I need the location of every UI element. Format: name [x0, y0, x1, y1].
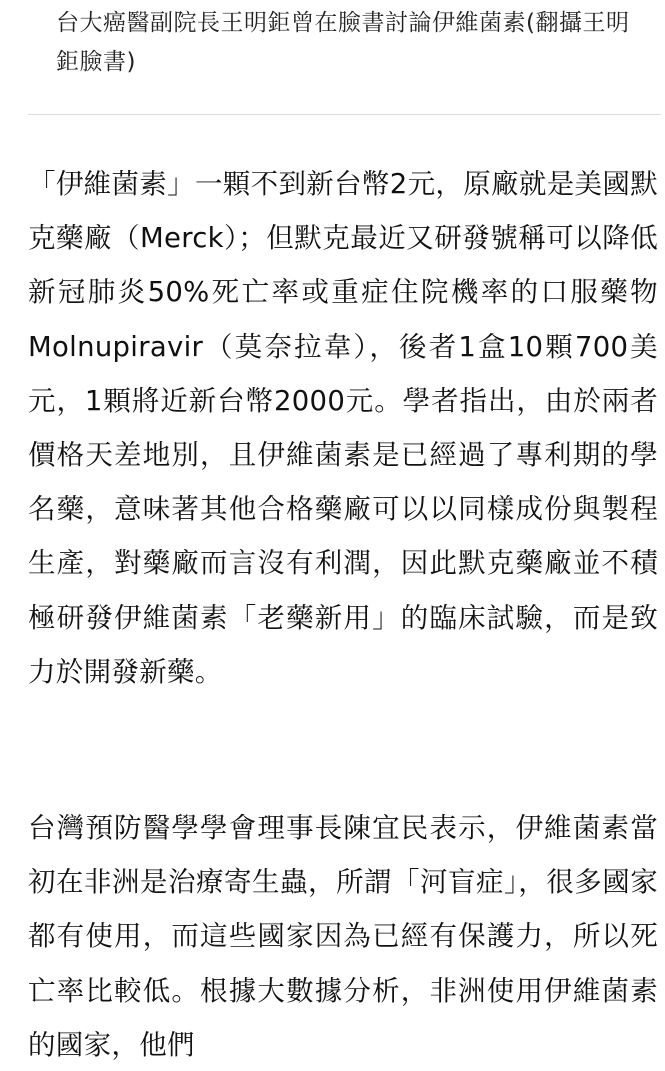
article-paragraph: 台灣預防醫學學會理事長陳宜民表示，伊維菌素當初在非洲是治療寄生蟲，所謂「河盲症」，很多國家都有使用，而這些國家因為已經有保護力，所以死亡率比較低。根據大數據分析，非洲使用伊維菌素的國家，他們: [28, 812, 658, 1061]
caption-divider: [28, 114, 661, 115]
article-paragraph: 「伊維菌素」一顆不到新台幣2元，原廠就是美國默克藥廠（Merck）；但默克最近又研發號稱可以降低新冠肺炎50%死亡率或重症住院機率的口服藥物Molnupiravir（莫奈拉韋），後者1盒10顆700美元，1顆將近新台幣2000元。學者指出，由於兩者價格天差地別，且伊維菌素是已經過了專利期的學名藥，意味著其他合格藥廠可以以同樣成份與製程生產，對藥廠而言沒有利潤，因此默克藥廠並不積極研發伊維菌素「老藥新用」的臨床試驗，而是致力於開發新藥。: [28, 168, 658, 688]
image-caption: 台大癌醫副院長王明鉅曾在臉書討論伊維菌素(翻攝王明鉅臉書): [56, 10, 630, 75]
